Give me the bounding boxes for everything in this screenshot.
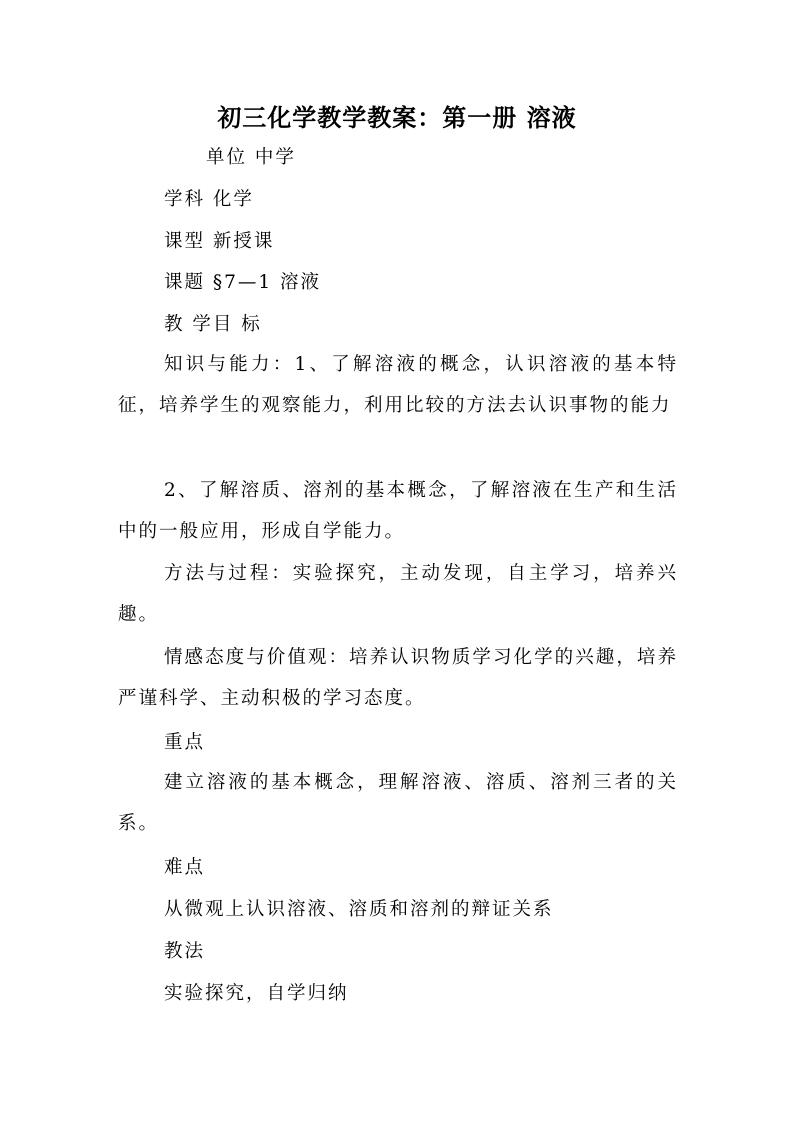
objective-knowledge-paragraph: 知识与能力：1、了解溶液的概念，认识溶液的基本特征，培养学生的观察能力，利用比较的方法去认识事物的能力	[118, 354, 678, 416]
method-heading: 教法	[164, 941, 206, 962]
difficulty-line: 从微观上认识溶液、溶质和溶剂的辩证关系	[164, 899, 554, 920]
key-heading: 重点	[164, 732, 206, 753]
objective-knowledge-2-paragraph: 2、了解溶质、溶剂的基本概念，了解溶液在生产和生活中的一般应用，形成自学能力。	[118, 480, 678, 542]
key-point-paragraph: 建立溶液的基本概念，理解溶液、溶质、溶剂三者的关系。	[118, 772, 678, 834]
topic-line: 课题 §7—1 溶液	[164, 272, 322, 293]
objective-emotion-paragraph: 情感态度与价值观：培养认识物质学习化学的兴趣，培养严谨科学、主动积极的学习态度。	[118, 647, 678, 709]
method-line: 实验探究，自学归纳	[164, 983, 349, 1004]
document-title: 初三化学教学教案：第一册 溶液	[217, 103, 577, 132]
objective-method-paragraph: 方法与过程：实验探究，主动发现，自主学习，培养兴趣。	[118, 563, 678, 625]
objectives-heading: 教 学目 标	[164, 314, 262, 335]
lesson-type-line: 课型 新授课	[164, 231, 275, 252]
difficulty-heading: 难点	[164, 857, 206, 878]
subject-line: 学科 化学	[164, 189, 254, 210]
unit-line: 单位 中学	[206, 147, 296, 168]
